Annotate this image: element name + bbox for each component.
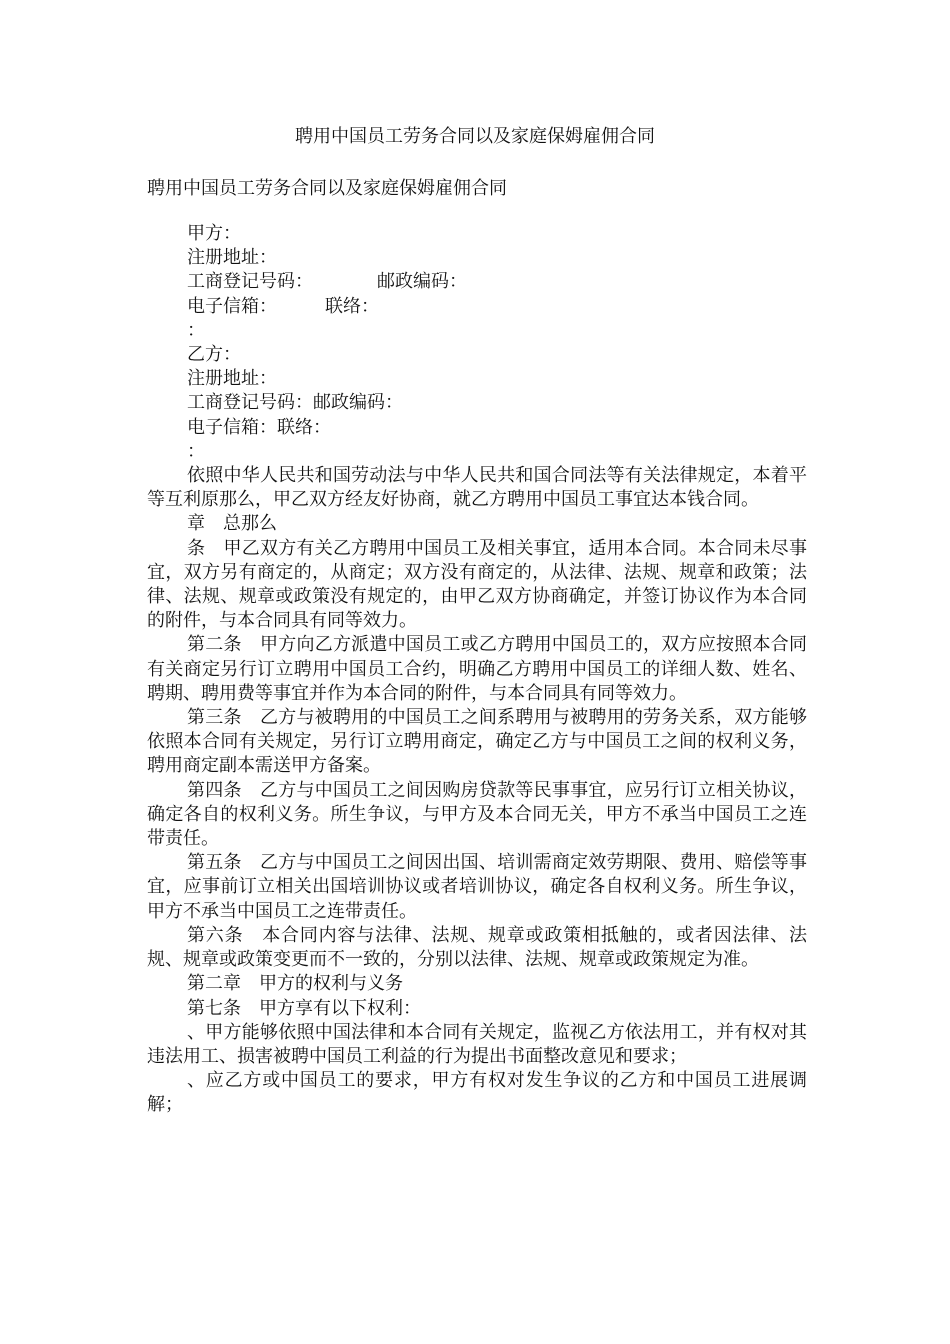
party-a-email: 电子信箱： xyxy=(187,295,277,317)
party-a-email-contact xyxy=(147,295,807,319)
party-a-reg-postcode xyxy=(147,270,807,294)
chapter-2-heading: 第二章 甲方的权利与义务 xyxy=(187,973,403,995)
article-2: 第二条 甲方向乙方派遣中国员工或乙方聘用中国员工的，双方应按照本合同有关商定另行订立聘用中国员工合约，明确乙方聘用中国员工的详细人数、姓名、聘期、聘用费等事宜并作为本合同的附件，与本合同具有同等效力。 xyxy=(147,634,807,704)
paragraph-preamble: 依照中华人民共和国劳动法与中华人民共和国合同法等有关法律规定，本着平等互利原那么，甲乙双方经友好协商，就乙方聘用中国员工事宜达本钱合同。 xyxy=(147,465,807,511)
party-a-label: 甲方： xyxy=(187,223,241,244)
contract-body xyxy=(147,222,807,1118)
party-b-colon: ： xyxy=(187,440,205,462)
party-a-address: 注册地址： xyxy=(187,247,277,269)
article-4: 第四条 乙方与中国员工之间因购房贷款等民事事宜，应另行订立相关协议，确定各自的权利义务。所生争议，与甲方及本合同无关，甲方不承当中国员工之连带责任。 xyxy=(147,779,807,850)
party-a-postcode: 邮政编码： xyxy=(377,271,467,293)
article-7-item-1: 、甲方能够依照中国法律和本合同有关规定，监视乙方依法用工，并有权对其违法用工、损害被聘中国员工利益的行为提出书面整改意见和要求； xyxy=(147,1021,807,1067)
chapter-1-heading: 章 总那么 xyxy=(187,513,277,535)
article-3: 第三条 乙方与被聘用的中国员工之间系聘用与被聘用的劳务关系，双方能够依照本合同有关规定，另行订立聘用商定，确定乙方与中国员工之间的权利义务，聘用商定副本需送甲方备案。 xyxy=(147,707,807,777)
article-1: 条 甲乙双方有关乙方聘用中国员工及相关事宜，适用本合同。本合同未尽事宜，双方另有商定的，从商定；双方没有商定的，从法律、法规、规章和政策；法律、法规、规章或政策没有规定的，由甲乙双方协商确定，并签订协议作为本合同的附件，与本合同具有同等效力。 xyxy=(147,537,807,632)
party-b-reg-postcode: 工商登记号码：邮政编码： xyxy=(187,392,403,414)
party-b-label: 乙方： xyxy=(187,344,241,366)
party-a-contact: 联络： xyxy=(325,295,379,317)
article-6: 第六条 本合同内容与法律、法规、规章或政策相抵触的，或者因法律、法规、规章或政策变更而不一致的，分别以法律、法规、规章或政策规定为准。 xyxy=(147,924,807,971)
party-b-email-contact: 电子信箱：联络： xyxy=(187,416,331,438)
document-title: 聘用中国员工劳务合同以及家庭保姆雇佣合同 xyxy=(295,126,655,147)
article-7: 第七条 甲方享有以下权利： xyxy=(187,997,421,1019)
article-5: 第五条 乙方与中国员工之间因出国、培训需商定效劳期限、费用、赔偿等事宜，应事前订立相关出国培训协议或者培训协议，确定各自权利义务。所生争议，甲方不承当中国员工之连带责任。 xyxy=(147,852,807,922)
party-a-colon: ： xyxy=(187,319,205,341)
document-subtitle: 聘用中国员工劳务合同以及家庭保姆雇佣合同 xyxy=(147,178,507,199)
party-b-address: 注册地址： xyxy=(187,368,277,390)
article-7-item-2: 、应乙方或中国员工的要求，甲方有权对发生争议的乙方和中国员工进展调解； xyxy=(147,1070,807,1116)
party-a-reg-no: 工商登记号码： xyxy=(187,271,313,293)
